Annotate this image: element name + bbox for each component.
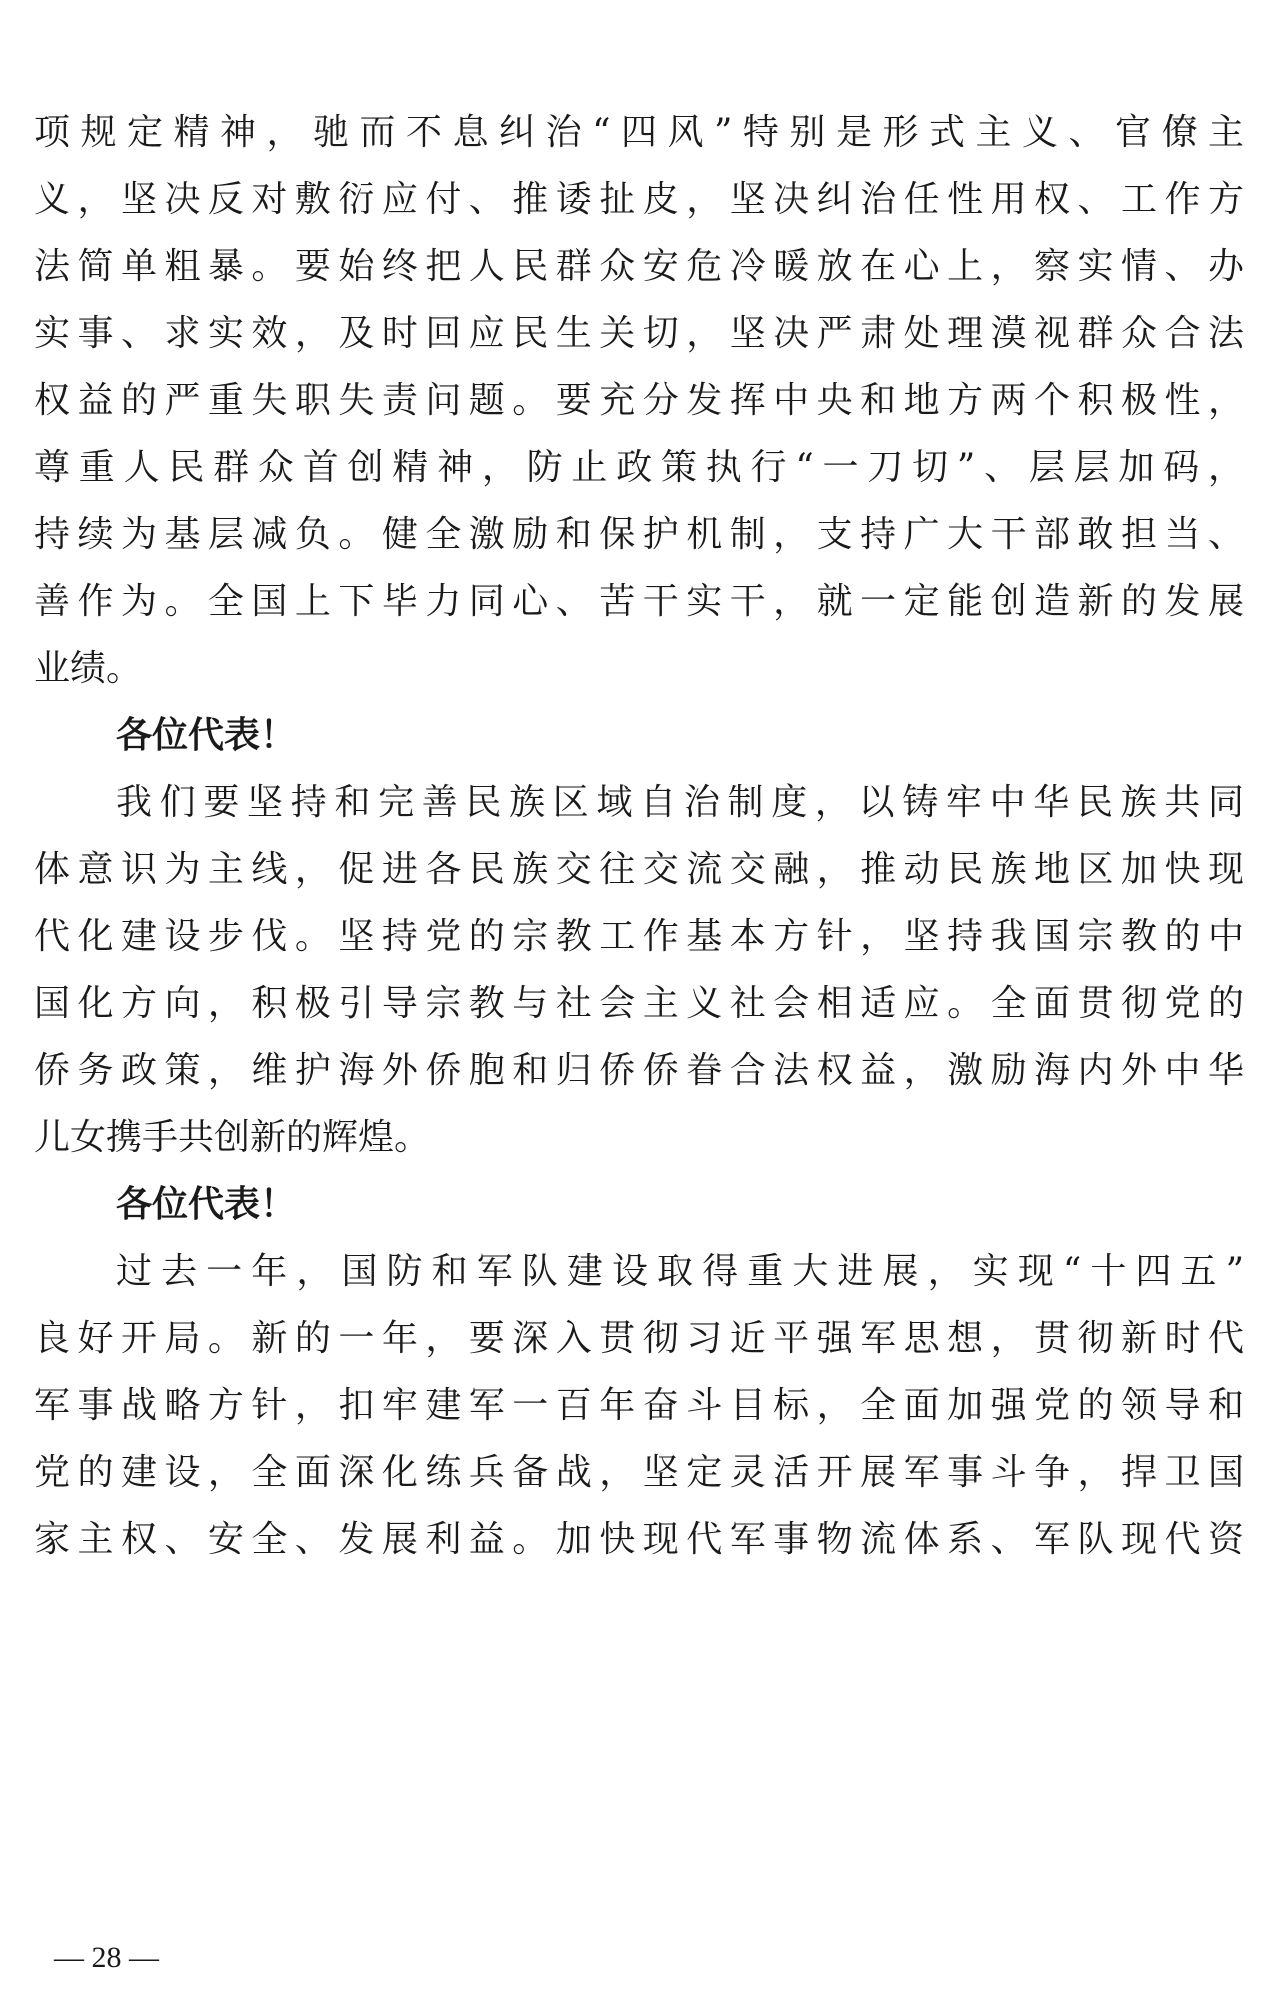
text-line: 法简单粗暴。要始终把人民群众安危冷暖放在心上，察实情、办 — [34, 246, 1244, 287]
text-line: 项规定精神，驰而不息纠治“四风”特别是形式主义、官僚主 — [34, 112, 1244, 153]
text-line: 过去一年，国防和军队建设取得重大进展，实现“十四五” — [116, 1251, 1244, 1292]
text-line: 持续为基层减负。健全激励和保护机制，支持广大干部敢担当、 — [34, 514, 1244, 555]
text-line: 党的建设，全面深化练兵备战，坚定灵活开展军事斗争，捍卫国 — [34, 1452, 1244, 1493]
section-heading: 各位代表！ — [116, 1184, 297, 1225]
text-line: 尊重人民群众首创精神，防止政策执行“一刀切”、层层加码， — [34, 447, 1244, 488]
page-number: — 28 — — [54, 1941, 159, 1974]
text-line: 良好开局。新的一年，要深入贯彻习近平强军思想，贯彻新时代 — [34, 1318, 1244, 1359]
text-line: 国化方向，积极引导宗教与社会主义社会相适应。全面贯彻党的 — [34, 983, 1244, 1024]
text-line: 军事战略方针，扣牢建军一百年奋斗目标，全面加强党的领导和 — [34, 1385, 1244, 1426]
text-line: 侨务政策，维护海外侨胞和归侨侨眷合法权益，激励海内外中华 — [34, 1050, 1244, 1091]
text-line: 家主权、安全、发展利益。加快现代军事物流体系、军队现代资 — [34, 1519, 1244, 1560]
section-heading: 各位代表！ — [116, 715, 297, 756]
text-line: 权益的严重失职失责问题。要充分发挥中央和地方两个积极性， — [34, 380, 1244, 421]
text-line: 我们要坚持和完善民族区域自治制度，以铸牢中华民族共同 — [116, 782, 1244, 823]
text-line: 实事、求实效，及时回应民生关切，坚决严肃处理漠视群众合法 — [34, 313, 1244, 354]
text-line: 义，坚决反对敷衍应付、推诿扯皮，坚决纠治任性用权、工作方 — [34, 179, 1244, 220]
text-line: 儿女携手共创新的辉煌。 — [34, 1117, 431, 1158]
text-line: 善作为。全国上下毕力同心、苦干实干，就一定能创造新的发展 — [34, 581, 1244, 622]
text-line: 代化建设步伐。坚持党的宗教工作基本方针，坚持我国宗教的中 — [34, 916, 1244, 957]
text-line: 业绩。 — [34, 648, 143, 689]
text-line: 体意识为主线，促进各民族交往交流交融，推动民族地区加快现 — [34, 849, 1244, 890]
